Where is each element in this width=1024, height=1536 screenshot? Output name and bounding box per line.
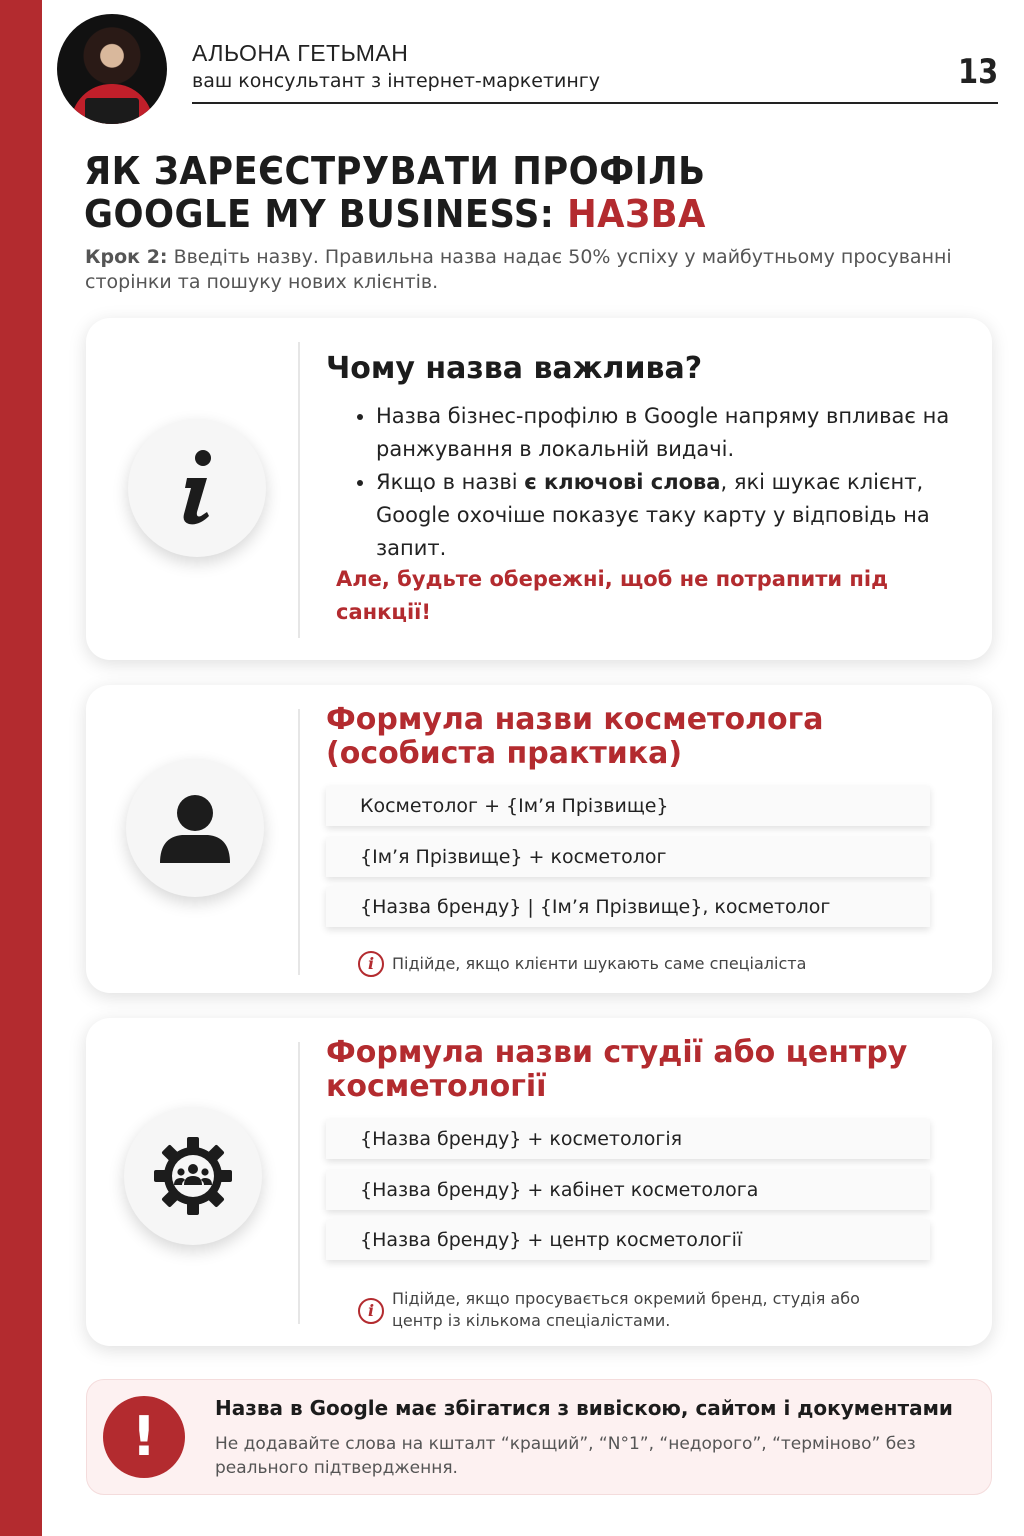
list-item: • Якщо в назві є ключові слова, які шукає клієнт, Google охочіше показує таку карту у відповідь на запит.: [376, 466, 966, 565]
formula-item: {Назва бренду} | {Ім’я Прізвище}, косметолог: [326, 887, 930, 927]
step-description: [85, 245, 955, 295]
cosmetologist-formula-card: [86, 685, 992, 993]
cosmetologist-heading: Формула назви косметолога (особиста практика): [326, 702, 824, 771]
formula-item: {Назва бренду} + центр косметології: [326, 1220, 930, 1260]
studio-formula-card: [86, 1018, 992, 1346]
formula-item: {Назва бренду} + кабінет косметолога: [326, 1170, 930, 1210]
header-divider: [192, 102, 998, 104]
title-line-1: ЯК ЗАРЕЄСТРУВАТИ ПРОФІЛЬ: [84, 149, 706, 193]
author-role: ваш консультант з інтернет-маркетингу: [192, 70, 601, 92]
formula-item: Косметолог + {Ім’я Прізвище}: [326, 786, 930, 826]
list-item: • Назва бізнес-профілю в Google напряму впливає на ранжування в локальній видачі.: [376, 400, 966, 466]
why-bullet-list: [376, 400, 966, 565]
studio-heading: Формула назви студії або центру косметології: [326, 1035, 908, 1104]
step-label: Крок 2:: [85, 246, 168, 268]
alert-title: Назва в Google має збігатися з вивіскою, сайтом і документами: [215, 1396, 953, 1420]
cosmetologist-note: i Підійде, якщо клієнти шукають саме спеціаліста: [358, 951, 806, 977]
exclamation-icon: !: [103, 1396, 185, 1478]
sanctions-warning: Але, будьте обережні, щоб не потрапити під санкції!: [336, 567, 889, 624]
page-number: 13: [958, 52, 999, 92]
page-title: [84, 150, 921, 236]
title-line-2: GOOGLE MY BUSINESS: НАЗВА: [84, 192, 706, 236]
info-small-icon: i: [358, 1298, 384, 1324]
title-accent: НАЗВА: [567, 192, 706, 236]
side-accent-bar: [0, 0, 42, 1536]
author-name: АЛЬОНА ГЕТЬМАН: [192, 40, 409, 66]
author-avatar: [57, 14, 167, 124]
info-icon: [128, 419, 266, 557]
formula-item: {Назва бренду} + косметологія: [326, 1119, 930, 1159]
name-consistency-alert: [86, 1379, 992, 1495]
person-icon: [126, 759, 264, 897]
studio-note: i Підійде, якщо просувається окремий бренд, студія або центр із кількома спеціалістами.: [358, 1288, 878, 1332]
info-small-icon: i: [358, 951, 384, 977]
gear-group-icon: [124, 1107, 262, 1245]
formula-item: {Ім’я Прізвище} + косметолог: [326, 837, 930, 877]
step-text: Введіть назву. Правильна назва надає 50% успіху у майбутньому просуванні сторінки та пошуку нових клієнтів.: [85, 246, 952, 293]
keywords-emphasis: є ключові слова: [524, 470, 721, 494]
why-heading: Чому назва важлива?: [326, 351, 703, 386]
why-name-card: [86, 318, 992, 660]
alert-text: Не додавайте слова на кшталт “кращий”, “N°1”, “недорого”, “терміново” без реального підтвердження.: [215, 1434, 916, 1478]
